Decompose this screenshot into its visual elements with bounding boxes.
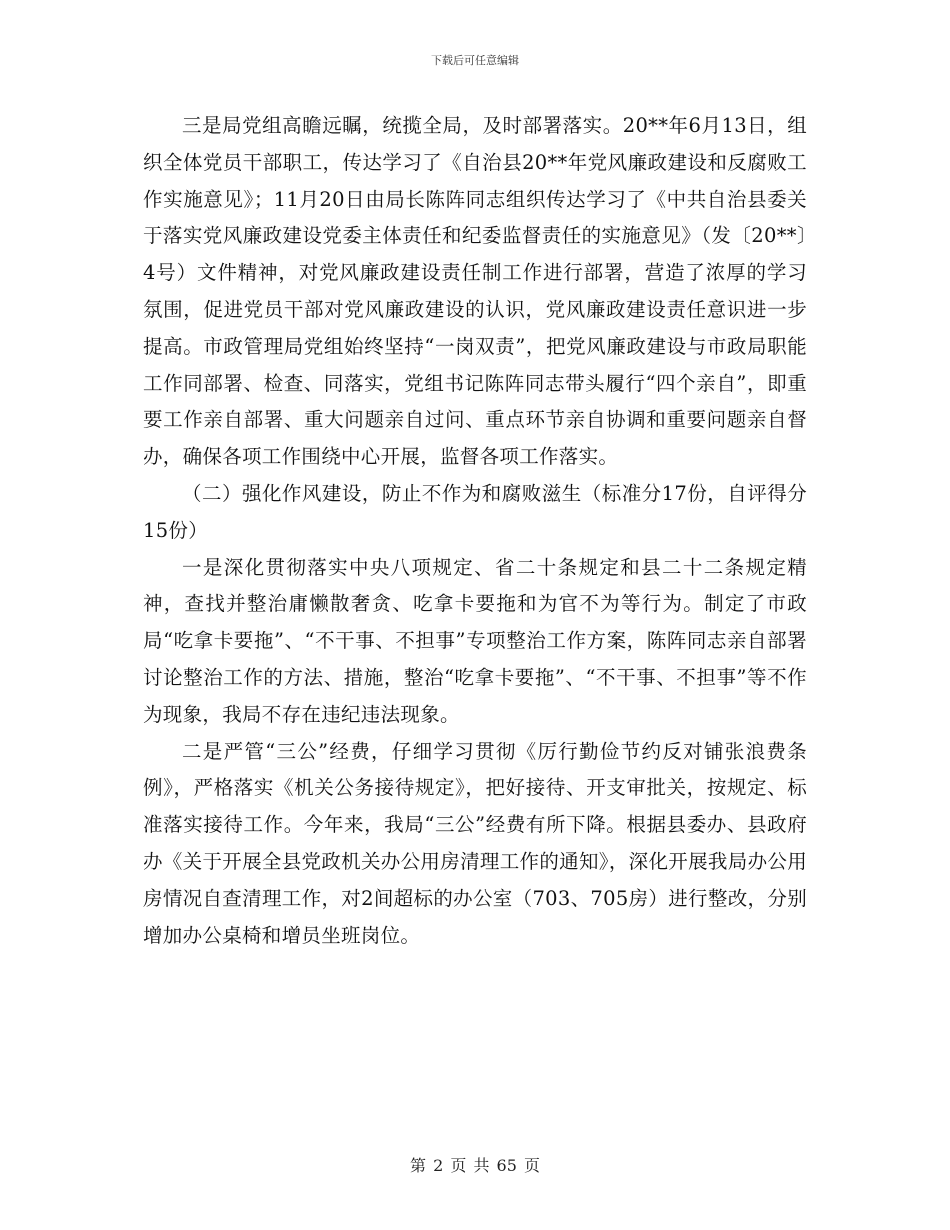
page-number: 第 2 页 共 65 页 [410, 1156, 540, 1175]
page-header: 下载后可任意编辑 [431, 54, 519, 67]
document-body [143, 108, 807, 954]
paragraph-eight-regulations: 一是深化贯彻落实中央八项规定、省二十条规定和县二十二条规定精神，查找并整治庸懒散奢贪、吃拿卡要拖和为官不为等行为。制定了市政局“吃拿卡要拖”、“不干事、不担事”专项整治工作方案，陈阵同志亲自部署讨论整治工作的方法、措施，整治“吃拿卡要拖”、“不干事、不担事”等不作为现象，我局不存在违纪违法现象。 [143, 555, 807, 726]
paragraph-three-public-funds: 二是严管“三公”经费，仔细学习贯彻《厉行勤俭节约反对铺张浪费条例》，严格落实《机关公务接待规定》，把好接待、开支审批关，按规定、标准落实接待工作。今年来，我局“三公”经费有所下降。根据县委办、县政府办《关于开展全县党政机关办公用房清理工作的通知》，深化开展我局办公用房情况自查清理工作，对2间超标的办公室（703、705房）进行整改，分别增加办公桌椅和增员坐班岗位。 [143, 739, 807, 947]
paragraph-party-leadership: 三是局党组高瞻远瞩，统揽全局，及时部署落实。20**年6月13日，组织全体党员干部职工，传达学习了《自治县20**年党风廉政建设和反腐败工作实施意见》；11月20日由局长陈阵同志组织传达学习了《中共自治县委关于落实党风廉政建设党委主体责任和纪委监督责任的实施意见》（发〔20**〕4号）文件精神，对党风廉政建设责任制工作进行部署，营造了浓厚的学习氛围，促进党员干部对党风廉政建设的认识，党风廉政建设责任意识进一步提高。市政管理局党组始终坚持“一岗双责”，把党风廉政建设与市政局职能工作同部署、检查、同落实，党组书记陈阵同志带头履行“四个亲自”，即重要工作亲自部署、重大问题亲自过问、重点环节亲自协调和重要问题亲自督办，确保各项工作围绕中心开展，监督各项工作落实。 [143, 114, 807, 469]
section-heading-work-style: （二）强化作风建设，防止不作为和腐败滋生（标准分17份，自评得分15份） [143, 481, 807, 542]
